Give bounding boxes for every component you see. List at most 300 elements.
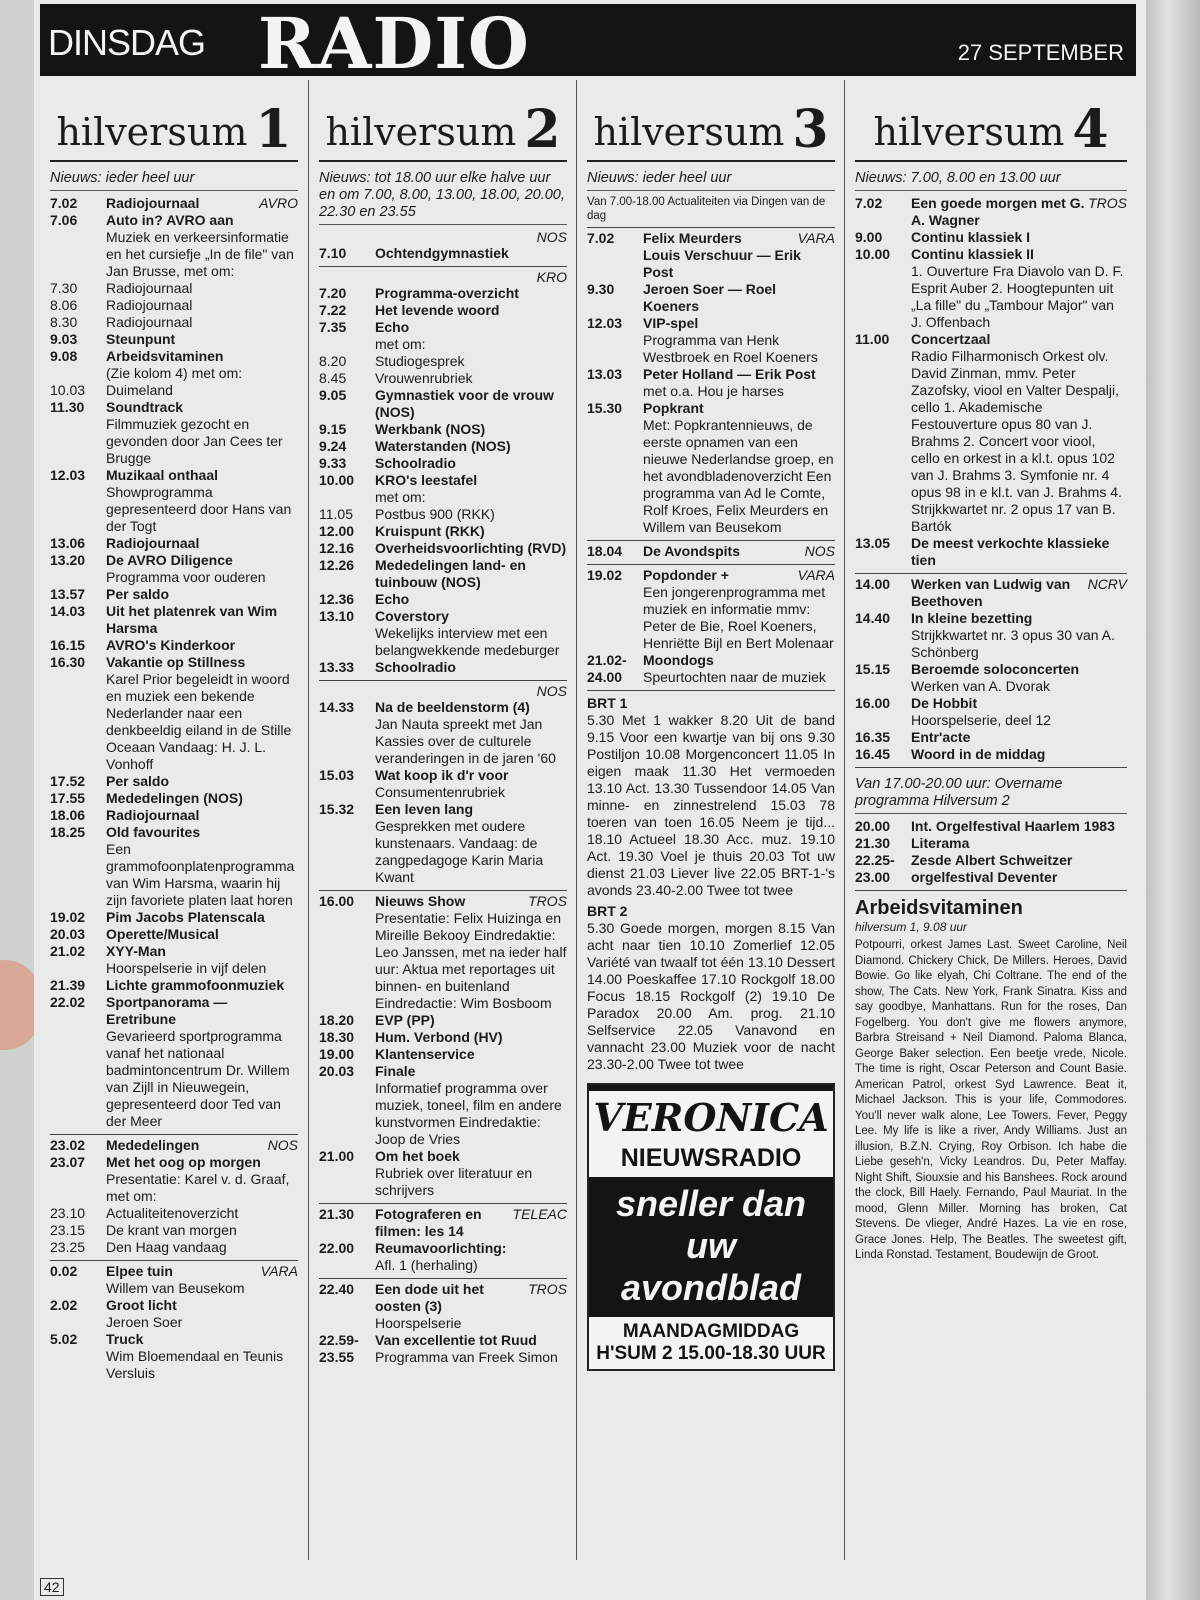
program-item bbox=[855, 535, 1127, 569]
program-title: Een goede morgen met G. A. Wagner bbox=[911, 195, 1085, 228]
program-body bbox=[106, 195, 298, 212]
program-title: Finale bbox=[375, 1063, 416, 1079]
program-list bbox=[309, 893, 577, 1199]
program-item bbox=[50, 603, 298, 637]
program-item bbox=[855, 746, 1127, 763]
program-time: 13.33 bbox=[319, 659, 355, 675]
broadcaster-label: VARA bbox=[797, 230, 835, 246]
program-body bbox=[911, 835, 1127, 852]
program-item bbox=[50, 637, 298, 654]
program-item bbox=[50, 212, 298, 280]
program-title: AVRO's Kinderkoor bbox=[106, 637, 236, 653]
program-body bbox=[643, 247, 835, 281]
program-time: 10.00 bbox=[319, 472, 355, 488]
program-time: 0.02 bbox=[50, 1263, 78, 1279]
program-title: Int. Orgelfestival Haarlem 1983 bbox=[911, 818, 1115, 834]
program-title: Uit het platenrek van Wim Harsma bbox=[106, 603, 278, 636]
program-description: Met: Popkrantennieuws, de eerste opnamen van een nieuwe Nederlandse groep, en het avondbladenoverzicht Een programma van Ad le Comte, Rolf Kroes, Felix Meurders en Willem van Beusekom bbox=[643, 417, 834, 535]
program-body bbox=[106, 1222, 298, 1239]
program-list bbox=[309, 1281, 577, 1366]
program-description: Radio Filharmonisch Orkest olv. David Zinman, mmv. Peter Zazofsky, viool en Valter Despalji, cello 1. Akademische Festouverture opus 80 van J. Brahms 2. Concert voor viool, cello en orkest in a kl.t. opus 102 van J. Brahms 3. Symfonie nr. 4 opus 98 in e kl.t. van J. Brahms 4. Strijkkwartet nr. 2 opus 17 van B. Bartók bbox=[911, 348, 1122, 534]
program-title: XYY-Man bbox=[106, 943, 166, 959]
program-time: 23.25 bbox=[50, 1239, 86, 1255]
program-title: Jeroen Soer — Roel Koeners bbox=[643, 281, 777, 314]
program-list bbox=[40, 1263, 308, 1382]
program-item bbox=[319, 1332, 567, 1366]
program-body bbox=[375, 659, 567, 676]
broadcaster-label: NOS bbox=[536, 229, 567, 245]
program-time: 9.03 bbox=[50, 331, 78, 347]
program-item bbox=[319, 285, 567, 302]
arbeidsvitaminen-playlist: Potpourri, orkest James Last. Sweet Caroline, Neil Diamond. Chickery Chick, De Millers. Heroes, David Bowie. Go like elyah, Chi Coltrane. The end of the show, The Cats. New York, Frank Sinatra. Kiss and say goodbye, Manhattans. Run for the roses, Dan Fogelberg. You don't give me flowers anymore, Barbra Streisand + Neil Diamond. Paloma Blanca, George Baker selection. Een beetje vrede, Nicole. The time is right, Oscar Peterson and Count Basie. American Patrol, orkest Syd Lawrence. Beat it, Michael Jackson. This is your life, Commodores. You'll never walk alone, Lee Towers. Fever, Peggy Lee. My life is like a river, Andy Williams. Just an illusion, B.Z.N. Crying, Roy Orbison. Ich habe die Liebe geseh'n, Vicky Leandros. Du, Peter Maffay. Night Shift, Siouxsie and his Banshees. Rock around the clock, Bill Haely. Fernando, Paul Mauriat. In the mood, Glenn Miller. Morning has broken, Cat Stevens. De vlieger, André Hazes. La vie en rose, Grace Jones. Help, The Beatles. The sweetest gift, Linda Ronstad. Testament, Boudewijn de Groot. bbox=[855, 939, 1127, 1261]
program-description: Rubriek over literatuur en schrijvers bbox=[375, 1165, 533, 1198]
program-time: 9.15 bbox=[319, 421, 347, 437]
station-header bbox=[587, 80, 835, 162]
divider bbox=[587, 564, 835, 565]
program-title: Muzikaal onthaal bbox=[106, 467, 219, 483]
program-time: 11.00 bbox=[855, 331, 890, 347]
program-body bbox=[106, 1331, 298, 1382]
actualities-note: Van 7.00-18.00 Actualiteiten via Dingen van de dag bbox=[587, 196, 826, 222]
program-time: 8.06 bbox=[50, 297, 78, 313]
program-time: 14.00 bbox=[855, 576, 891, 592]
program-time: 19.02 bbox=[587, 567, 623, 583]
brt2-schedule bbox=[587, 903, 835, 1073]
program-title: Moondogs bbox=[643, 652, 714, 668]
page-title: RADIO bbox=[258, 2, 530, 85]
program-body bbox=[911, 576, 1127, 610]
program-description: Jeroen Soer bbox=[106, 1314, 183, 1330]
program-description: met om: bbox=[375, 489, 426, 505]
program-item bbox=[587, 230, 835, 247]
program-body bbox=[375, 1046, 567, 1063]
station-number: 1 bbox=[255, 99, 292, 160]
news-schedule: Nieuws: tot 18.00 uur elke halve uur en om 7.00, 8.00, 13.00, 18.00, 20.00, 22.30 en 23.55 bbox=[319, 170, 567, 225]
program-body bbox=[375, 1063, 567, 1148]
divider bbox=[855, 573, 1127, 574]
program-title: Continu klassiek I bbox=[911, 229, 1031, 245]
program-body bbox=[375, 353, 567, 370]
program-title: De meest verkochte klassieke tien bbox=[911, 535, 1110, 568]
program-body bbox=[106, 603, 298, 637]
program-body bbox=[911, 818, 1127, 835]
program-item bbox=[50, 1137, 298, 1154]
program-item bbox=[50, 348, 298, 382]
program-body bbox=[911, 246, 1127, 331]
program-title: De Avondspits bbox=[643, 543, 740, 559]
program-time: 12.00 bbox=[319, 523, 355, 539]
program-description: Presentatie: Felix Huizinga en Mireille Bekooy Eindredaktie: Leo Janssen, met na ieder half uur: Aktua met reportages uit binnen- en buitenland Eindredactie: Wim Bosboom bbox=[375, 910, 567, 1011]
station-number: 3 bbox=[792, 99, 829, 160]
program-body bbox=[375, 1332, 567, 1366]
station-header bbox=[855, 80, 1127, 162]
program-item bbox=[50, 1154, 298, 1205]
date-label: 27 SEPTEMBER bbox=[957, 40, 1124, 65]
program-title: Mededelingen land- en tuinbouw (NOS) bbox=[375, 557, 526, 590]
program-description: Gevarieerd sportprogramma vanaf het nationaal badmintoncentrum Dr. Willem van Zijll in Nieuwegein, gepresenteerd door Ted van der Meer bbox=[106, 1028, 290, 1129]
program-time: 18.30 bbox=[319, 1029, 355, 1045]
program-item bbox=[855, 576, 1127, 610]
program-time: 7.02 bbox=[50, 195, 78, 211]
broadcaster-label: TROS bbox=[528, 893, 567, 909]
program-time: 21.39 bbox=[50, 977, 86, 993]
program-item bbox=[319, 801, 567, 886]
program-title: Radiojournaal bbox=[106, 314, 193, 330]
program-body bbox=[911, 229, 1127, 246]
program-item bbox=[50, 1222, 298, 1239]
program-title: Radiojournaal bbox=[106, 297, 193, 313]
program-item bbox=[50, 314, 298, 331]
program-time: 21.00 bbox=[319, 1148, 355, 1164]
program-title: Duimeland bbox=[106, 382, 173, 398]
program-time: 13.10 bbox=[319, 608, 355, 624]
program-title: De krant van morgen bbox=[106, 1222, 237, 1238]
program-item bbox=[50, 824, 298, 909]
program-item bbox=[319, 302, 567, 319]
program-body bbox=[375, 438, 567, 455]
program-time: 23.15 bbox=[50, 1222, 86, 1238]
program-title: Continu klassiek II bbox=[911, 246, 1034, 262]
advert-subtitle: NIEUWSRADIO bbox=[589, 1144, 833, 1177]
program-body bbox=[375, 1148, 567, 1199]
program-body bbox=[643, 366, 835, 400]
program-item bbox=[319, 540, 567, 557]
program-time: 11.30 bbox=[50, 399, 85, 415]
program-description: Presentatie: Karel v. d. Graaf, met om: bbox=[106, 1171, 290, 1204]
program-title: Klantenservice bbox=[375, 1046, 475, 1062]
program-description: (Zie kolom 4) met om: bbox=[106, 365, 243, 381]
program-title: Echo bbox=[375, 319, 410, 335]
brt1-text: 5.30 Met 1 wakker 8.20 Uit de band 9.15 Voor een kwartje van bij ons 9.30 Postiljon 10.08 Morgenconcert 11.05 In eigen maak 11.30 Het vermoeden 13.10 Act. 13.30 Tussendoor 14.05 Van minne- en zinnestrelend 15.03 78 toeren van toen 16.05 Neem je tijd... 18.10 Actueel 18.30 Acc. muz. 19.10 Act. 19.30 Voel je thuis 20.03 Tot uw dienst 21.03 Liever live 22.05 BRT-1-'s avonds 23.40-2.00 Twee tot twee bbox=[587, 712, 835, 898]
program-time: 12.03 bbox=[587, 315, 623, 331]
advert-slogan-2: avondblad bbox=[620, 1267, 802, 1308]
program-time: 9.33 bbox=[319, 455, 347, 471]
program-time: 7.22 bbox=[319, 302, 347, 318]
broadcaster-label: TROS bbox=[1088, 195, 1127, 211]
program-title: Radiojournaal bbox=[106, 280, 193, 296]
program-body bbox=[106, 280, 298, 297]
program-body bbox=[106, 467, 298, 535]
program-item bbox=[855, 729, 1127, 746]
program-list bbox=[577, 567, 845, 686]
program-list bbox=[40, 195, 308, 1130]
program-time: 16.00 bbox=[855, 695, 891, 711]
program-item bbox=[319, 557, 567, 591]
program-body bbox=[106, 824, 298, 909]
program-title: Het levende woord bbox=[375, 302, 500, 318]
program-item bbox=[50, 552, 298, 586]
program-time: 13.03 bbox=[587, 366, 623, 382]
program-title: Auto in? AVRO aan bbox=[106, 212, 234, 228]
program-body bbox=[375, 767, 567, 801]
program-title: Popdonder + bbox=[643, 567, 729, 583]
program-title: Per saldo bbox=[106, 586, 170, 602]
program-body bbox=[375, 506, 567, 523]
program-title: Reumavoorlichting: bbox=[375, 1240, 507, 1256]
program-title: De Hobbit bbox=[911, 695, 978, 711]
divider bbox=[50, 1134, 298, 1135]
broadcaster-label: NOS bbox=[267, 1137, 298, 1153]
program-time: 15.03 bbox=[319, 767, 355, 783]
program-item bbox=[319, 659, 567, 676]
program-body bbox=[106, 773, 298, 790]
program-item bbox=[319, 319, 567, 353]
program-body bbox=[911, 729, 1127, 746]
program-time: 22.25-23.00 bbox=[855, 852, 895, 885]
program-time: 14.40 bbox=[855, 610, 891, 626]
program-item bbox=[319, 608, 567, 659]
program-body bbox=[375, 421, 567, 438]
program-body bbox=[643, 315, 835, 366]
program-time: 12.03 bbox=[50, 467, 86, 483]
brt1-heading: BRT 1 bbox=[587, 695, 628, 711]
station-number: 2 bbox=[524, 99, 561, 160]
program-body bbox=[106, 790, 298, 807]
program-time: 9.08 bbox=[50, 348, 78, 364]
program-body bbox=[375, 1281, 567, 1332]
program-title: Een leven lang bbox=[375, 801, 474, 817]
program-body bbox=[106, 977, 298, 994]
program-time: 21.02 bbox=[50, 943, 86, 959]
program-body bbox=[643, 567, 835, 652]
program-body bbox=[106, 994, 298, 1130]
program-body bbox=[106, 654, 298, 773]
page-number: 42 bbox=[40, 1578, 64, 1596]
program-title: Ochtendgymnastiek bbox=[375, 245, 509, 261]
station-number: 4 bbox=[1072, 99, 1109, 160]
program-body bbox=[106, 807, 298, 824]
program-description: Filmmuziek gezocht en gevonden door Jan Cees ter Brugge bbox=[106, 416, 283, 466]
broadcaster-label: NOS bbox=[536, 683, 567, 699]
program-body bbox=[375, 608, 567, 659]
program-item bbox=[855, 661, 1127, 695]
program-item bbox=[319, 472, 567, 506]
program-time: 9.00 bbox=[855, 229, 883, 245]
divider bbox=[587, 227, 835, 228]
program-title: Fotograferen en filmen: les 14 bbox=[375, 1206, 482, 1239]
header-banner bbox=[40, 2, 1136, 85]
program-title: Arbeidsvitaminen bbox=[106, 348, 224, 364]
program-time: 10.03 bbox=[50, 382, 86, 398]
program-item bbox=[50, 331, 298, 348]
program-item bbox=[319, 1063, 567, 1148]
program-title: Na de beeldenstorm (4) bbox=[375, 699, 530, 715]
program-time: 11.05 bbox=[319, 506, 353, 522]
program-title: Om het boek bbox=[375, 1148, 460, 1164]
program-description: Een jongerenprogramma met muziek en informatie mmv: Peter de Bie, Roel Koeners, Henriëtte Bijl en Bert Molenaar bbox=[643, 584, 834, 651]
divider bbox=[319, 1203, 567, 1204]
program-item bbox=[50, 195, 298, 212]
program-title: Steunpunt bbox=[106, 331, 176, 347]
program-time: 7.06 bbox=[50, 212, 78, 228]
program-body bbox=[375, 245, 567, 262]
program-title: Soundtrack bbox=[106, 399, 184, 415]
program-body bbox=[106, 586, 298, 603]
program-body bbox=[375, 387, 567, 421]
program-body bbox=[106, 535, 298, 552]
program-time: 18.04 bbox=[587, 543, 623, 559]
program-title: Met het oog op morgen bbox=[106, 1154, 261, 1170]
program-time bbox=[587, 247, 643, 281]
program-time: 20.03 bbox=[50, 926, 86, 942]
arbeidsvitaminen-subtitle: hilversum 1, 9.08 uur bbox=[855, 920, 968, 934]
column-hilversum-1 bbox=[40, 80, 308, 1560]
station-name: hilversum bbox=[873, 110, 1065, 154]
program-list bbox=[309, 1206, 577, 1274]
program-item bbox=[587, 366, 835, 400]
column-hilversum-4 bbox=[844, 80, 1137, 1560]
program-time: 8.20 bbox=[319, 353, 347, 369]
program-item bbox=[50, 586, 298, 603]
program-time: 8.45 bbox=[319, 370, 347, 386]
program-title: Kruispunt (RKK) bbox=[375, 523, 485, 539]
program-title: Studiogesprek bbox=[375, 353, 465, 369]
program-title: Elpee tuin bbox=[106, 1263, 173, 1279]
program-title: Literama bbox=[911, 835, 970, 851]
program-item bbox=[855, 695, 1127, 729]
program-title: Per saldo bbox=[106, 773, 170, 789]
program-body bbox=[106, 943, 298, 977]
program-item bbox=[319, 438, 567, 455]
program-item bbox=[319, 1281, 567, 1332]
program-body bbox=[375, 319, 567, 353]
program-body bbox=[375, 557, 567, 591]
program-body bbox=[911, 610, 1127, 661]
program-time: 13.20 bbox=[50, 552, 86, 568]
arbeidsvitaminen-title: Arbeidsvitaminen bbox=[855, 897, 1023, 919]
station-name: hilversum bbox=[325, 110, 517, 154]
program-time: 16.35 bbox=[855, 729, 891, 745]
program-title: Pim Jacobs Platenscala bbox=[106, 909, 265, 925]
program-list bbox=[309, 285, 577, 676]
program-title: Old favourites bbox=[106, 824, 201, 840]
program-time: 20.00 bbox=[855, 818, 891, 834]
program-title: Mededelingen bbox=[106, 1137, 200, 1153]
program-time: 21.30 bbox=[855, 835, 891, 851]
program-title: Den Haag vandaag bbox=[106, 1239, 227, 1255]
program-time: 5.02 bbox=[50, 1331, 78, 1347]
program-time: 7.02 bbox=[587, 230, 615, 246]
program-time: 8.30 bbox=[50, 314, 78, 330]
program-item bbox=[319, 455, 567, 472]
program-title: Mededelingen (NOS) bbox=[106, 790, 243, 806]
program-title: Vrouwenrubriek bbox=[375, 370, 473, 386]
program-title: KRO's leestafel bbox=[375, 472, 478, 488]
program-description: Jan Nauta spreekt met Jan Kassies over de culturele veranderingen in de jaren '60 bbox=[375, 716, 556, 766]
program-time: 23.02 bbox=[50, 1137, 86, 1153]
program-time: 15.30 bbox=[587, 400, 623, 416]
program-list bbox=[845, 195, 1137, 569]
program-description: Afl. 1 (herhaling) bbox=[375, 1257, 478, 1273]
program-body bbox=[106, 1205, 298, 1222]
program-item bbox=[587, 281, 835, 315]
program-title: Felix Meurders bbox=[643, 230, 742, 246]
program-time: 20.03 bbox=[319, 1063, 355, 1079]
program-item bbox=[50, 773, 298, 790]
brt2-text: 5.30 Goede morgen, morgen 8.15 Van acht naar tien 10.10 Zomerlief 12.05 Variété van twaalf tot één 13.10 Dessert 14.00 Poeskaffee 17.10 Rockgolf 18.00 Focus 18.15 Rockgolf (2) 19.10 De Paradox 20.00 Am. prog. 21.10 Selfservice 22.05 Vanavond en vannacht 23.00 Muziek voor de nacht 23.30-2.00 Twee tot twee bbox=[587, 920, 835, 1072]
program-description: Karel Prior begeleidt in woord en muziek een bekende Nederlander naar een denkbeeldig eiland in de Stille Oceaan Vandaag: H. J. L. Vonhoff bbox=[106, 671, 292, 772]
program-title: Truck bbox=[106, 1331, 144, 1347]
program-body bbox=[375, 1240, 567, 1274]
divider bbox=[587, 690, 835, 691]
program-item bbox=[50, 1239, 298, 1256]
program-item bbox=[855, 246, 1127, 331]
program-description: 1. Ouverture Fra Diavolo van D. F. Esprit Auber 2. Hoogtepunten uit „La fille" du „Tambour Major" van J. Offenbach bbox=[911, 263, 1124, 330]
program-item bbox=[50, 297, 298, 314]
advert-slogan-1: sneller dan uw bbox=[615, 1183, 807, 1266]
program-title: Coverstory bbox=[375, 608, 449, 624]
program-body bbox=[911, 535, 1127, 569]
program-item bbox=[319, 1046, 567, 1063]
program-title: De AVRO Diligence bbox=[106, 552, 233, 568]
program-time: 12.36 bbox=[319, 591, 355, 607]
program-body bbox=[375, 285, 567, 302]
program-title: Vakantie op Stillness bbox=[106, 654, 246, 670]
program-item bbox=[587, 400, 835, 536]
broadcaster-label: TROS bbox=[528, 1281, 567, 1297]
program-title: Sportpanorama — Eretribune bbox=[106, 994, 228, 1027]
program-body bbox=[643, 543, 835, 560]
program-body bbox=[375, 455, 567, 472]
column-hilversum-2 bbox=[308, 80, 577, 1560]
program-item bbox=[855, 818, 1127, 835]
program-time: 12.16 bbox=[319, 540, 355, 556]
program-time: 16.15 bbox=[50, 637, 86, 653]
program-time: 23.10 bbox=[50, 1205, 86, 1221]
broadcaster-label: KRO bbox=[536, 269, 567, 285]
program-body bbox=[643, 400, 835, 536]
program-list bbox=[40, 1137, 308, 1256]
program-item bbox=[855, 852, 1127, 886]
program-time: 16.00 bbox=[319, 893, 355, 909]
program-time: 16.30 bbox=[50, 654, 86, 670]
program-item bbox=[50, 926, 298, 943]
program-body bbox=[375, 472, 567, 506]
program-description: Hoorspelserie in vijf delen bbox=[106, 960, 267, 976]
program-title: Gymnastiek voor de vrouw (NOS) bbox=[375, 387, 554, 420]
program-body bbox=[106, 552, 298, 586]
program-time: 23.07 bbox=[50, 1154, 86, 1170]
program-title: Programma-overzicht bbox=[375, 285, 519, 301]
program-list bbox=[309, 245, 577, 262]
program-body bbox=[106, 1297, 298, 1331]
program-title: Lichte grammofoonmuziek bbox=[106, 977, 285, 993]
program-item bbox=[855, 835, 1127, 852]
program-item bbox=[319, 245, 567, 262]
program-body bbox=[911, 695, 1127, 729]
program-body bbox=[375, 370, 567, 387]
program-time: 15.15 bbox=[855, 661, 891, 677]
program-time: 10.00 bbox=[855, 246, 891, 262]
program-title: Echo bbox=[375, 591, 410, 607]
program-description: met o.a. Hou je harses bbox=[643, 383, 784, 399]
program-description: Hoorspelserie bbox=[375, 1315, 462, 1331]
program-title: Louis Verschuur — Erik Post bbox=[643, 247, 801, 280]
program-body bbox=[106, 1239, 298, 1256]
divider bbox=[319, 890, 567, 891]
program-description: Programma van Freek Simon bbox=[375, 1349, 558, 1365]
program-title: Postbus 900 (RKK) bbox=[375, 506, 495, 522]
program-body bbox=[106, 212, 298, 280]
program-body bbox=[375, 591, 567, 608]
program-item bbox=[50, 1205, 298, 1222]
program-title: Een dode uit het oosten (3) bbox=[375, 1281, 484, 1314]
program-title: Hum. Verbond (HV) bbox=[375, 1029, 503, 1045]
program-item bbox=[855, 610, 1127, 661]
program-title: Groot licht bbox=[106, 1297, 177, 1313]
program-list bbox=[845, 818, 1137, 886]
program-list bbox=[577, 543, 845, 560]
